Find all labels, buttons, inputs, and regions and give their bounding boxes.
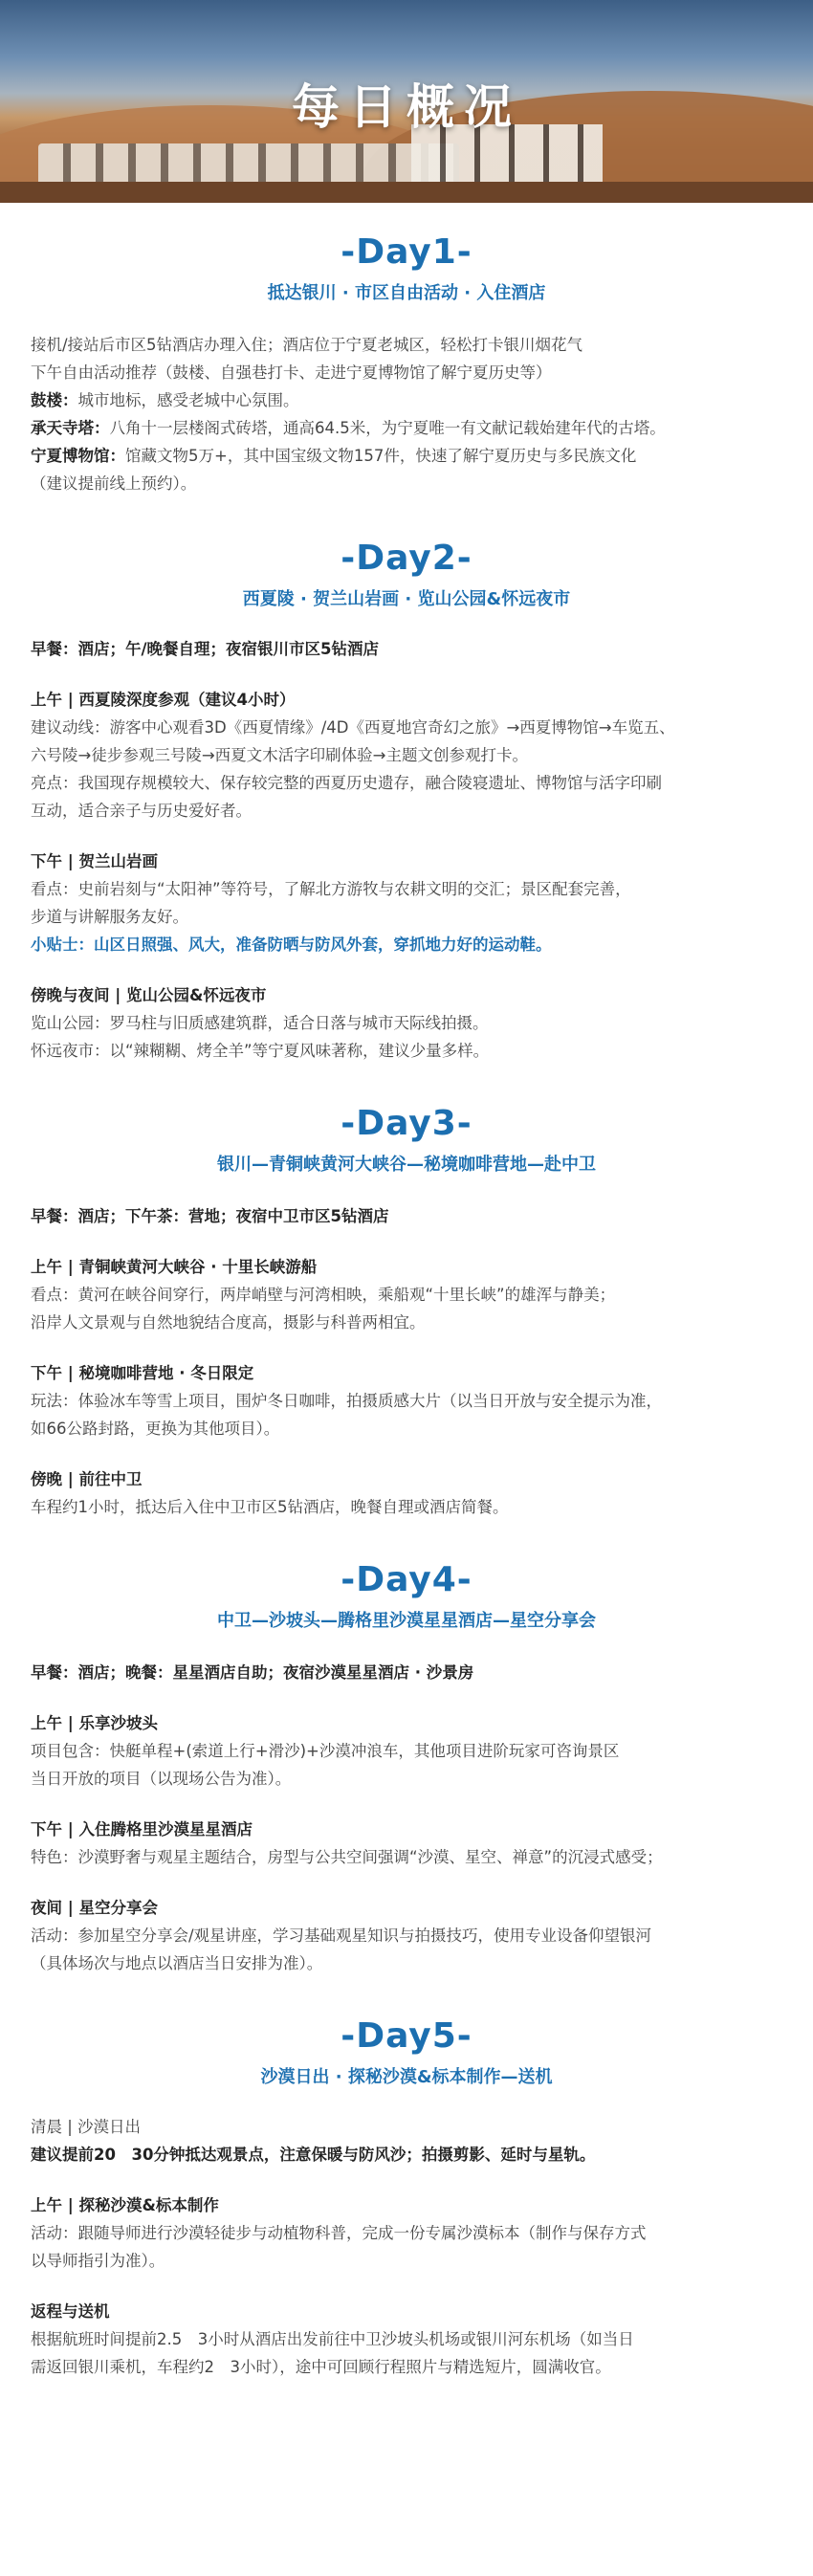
day4-header — [0, 1559, 813, 1636]
day3-content — [0, 1202, 813, 1521]
day-route: 银川—青铜峡黄河大峡谷—秘境咖啡营地—赴中卫 — [217, 1155, 596, 1175]
text-line: （建议提前线上预约）。 — [31, 474, 197, 493]
text-line: 当日开放的项目（以现场公告为准）。 — [31, 1770, 292, 1788]
page-title: 每日概况 — [292, 79, 521, 135]
text-line: 接机/接站后市区5钻酒店办理入住；酒店位于宁夏老城区，轻松打卡银川烟花气 — [31, 336, 583, 354]
section-title: 清晨 | 沙漠日出 — [31, 2118, 142, 2136]
text-line: 活动：参加星空分享会/观星讲座，学习基础观星知识与拍摄技巧，使用专业设备仰望银河 — [31, 1926, 652, 1945]
text-line: 需返回银川乘机，车程约2 3小时），途中可回顾行程照片与精选短片，圆满收官。 — [31, 2358, 611, 2376]
text-line: 互动，适合亲子与历史爱好者。 — [31, 802, 252, 820]
text: 八角十一层楼阁式砖塔，通高64.5米，为宁夏唯一有文献记载始建年代的古塔。 — [109, 419, 666, 437]
text-line — [31, 414, 782, 442]
day-title: -Day5- — [341, 2016, 472, 2056]
text-line: 建议动线：游客中心观看3D《西夏情缘》/4D《西夏地宫奇幻之旅》→西夏博物馆→车览五、 — [31, 718, 675, 737]
text-line: 下午自由活动推荐（鼓楼、自强巷打卡、走进宁夏博物馆了解宁夏历史等） — [31, 363, 552, 382]
meals-line: 早餐：酒店；下午茶：营地；夜宿中卫市区5钻酒店 — [31, 1207, 389, 1225]
section-title: 傍晚 | 前往中卫 — [31, 1470, 143, 1488]
section-title: 傍晚与夜间 | 览山公园&怀远夜市 — [31, 986, 267, 1004]
ground — [0, 182, 813, 203]
text-line: 根据航班时间提前2.5 3小时从酒店出发前往中卫沙坡头机场或银川河东机场（如当日 — [31, 2330, 634, 2348]
day1-header — [0, 231, 813, 308]
text-line: 建议提前20 30分钟抵达观景点，注意保暖与防风沙；拍摄剪影、延时与星轨。 — [31, 2146, 596, 2164]
day1-content — [0, 331, 813, 497]
text-line: 看点：史前岩刻与“太阳神”等符号，了解北方游牧与农耕文明的交汇；景区配套完善， — [31, 880, 631, 898]
section-title: 返程与送机 — [31, 2302, 110, 2321]
text-line: 特色：沙漠野奢与观星主题结合，房型与公共空间强调“沙漠、星空、禅意”的沉浸式感受； — [31, 1848, 663, 1866]
label: 鼓楼： — [31, 391, 78, 409]
text-line: 以导师指引为准）。 — [31, 2252, 165, 2270]
label: 承天寺塔： — [31, 419, 110, 437]
day-route: 西夏陵 · 贺兰山岩画 · 览山公园&怀远夜市 — [242, 589, 571, 609]
text-line: 如66公路封路，更换为其他项目）。 — [31, 1420, 280, 1438]
text: 馆藏文物5万+，其中国宝级文物157件，快速了解宁夏历史与多民族文化 — [125, 447, 637, 465]
text-line: 六号陵→徒步参观三号陵→西夏文木活字印刷体验→主题文创参观打卡。 — [31, 746, 528, 764]
tip-line: 小贴士：山区日照强、风大，准备防晒与防风外套，穿抓地力好的运动鞋。 — [31, 936, 552, 954]
day4-content — [0, 1659, 813, 1977]
text-line: 车程约1小时，抵达后入住中卫市区5钻酒店，晚餐自理或酒店简餐。 — [31, 1498, 509, 1516]
text: 城市地标，感受老城中心氛围。 — [77, 391, 299, 409]
label: 宁夏博物馆： — [31, 447, 125, 465]
section-title: 下午 | 贺兰山岩画 — [31, 852, 159, 870]
day-route: 抵达银川 · 市区自由活动 · 入住酒店 — [267, 283, 546, 303]
text-line: 步道与讲解服务友好。 — [31, 908, 188, 926]
text-line: 亮点：我国现存规模较大、保存较完整的西夏历史遗存，融合陵寝遗址、博物馆与活字印刷 — [31, 774, 662, 792]
day3-header — [0, 1103, 813, 1179]
section-title: 上午 | 西夏陵深度参观（建议4小时） — [31, 691, 296, 709]
meals-line: 早餐：酒店；午/晚餐自理；夜宿银川市区5钻酒店 — [31, 640, 380, 658]
day-title: -Day2- — [341, 539, 472, 578]
day2-header — [0, 538, 813, 614]
text-line — [31, 442, 782, 470]
section-title: 上午 | 探秘沙漠&标本制作 — [31, 2196, 219, 2214]
day2-content — [0, 635, 813, 1065]
day5-content — [0, 2113, 813, 2381]
text-line: （具体场次与地点以酒店当日安排为准）。 — [31, 1954, 323, 1972]
text-line: 项目包含：快艇单程+(索道上行+滑沙)+沙漠冲浪车，其他项目进阶玩家可咨询景区 — [31, 1742, 620, 1760]
text-line: 怀远夜市：以“辣糊糊、烤全羊”等宁夏风味著称，建议少量多样。 — [31, 1042, 490, 1060]
text-line: 览山公园：罗马柱与旧质感建筑群，适合日落与城市天际线拍摄。 — [31, 1014, 489, 1032]
day-title: -Day4- — [341, 1560, 472, 1599]
section-title: 上午 | 乐享沙坡头 — [31, 1714, 159, 1732]
text-line: 看点：黄河在峡谷间穿行，两岸峭壁与河湾相映，乘船观“十里长峡”的雄浑与静美； — [31, 1286, 616, 1304]
section-title: 下午 | 入住腾格里沙漠星星酒店 — [31, 1820, 253, 1838]
day-route: 中卫—沙坡头—腾格里沙漠星星酒店—星空分享会 — [217, 1611, 596, 1631]
text-line: 玩法：体验冰车等雪上项目，围炉冬日咖啡，拍摄质感大片（以当日开放与安全提示为准， — [31, 1392, 662, 1410]
section-title: 下午 | 秘境咖啡营地 · 冬日限定 — [31, 1364, 254, 1382]
meals-line: 早餐：酒店；晚餐：星星酒店自助；夜宿沙漠星星酒店 · 沙景房 — [31, 1663, 474, 1682]
text-line — [31, 386, 782, 414]
day-title: -Day3- — [341, 1104, 472, 1143]
section-title: 夜间 | 星空分享会 — [31, 1899, 159, 1917]
text-line: 活动：跟随导师进行沙漠轻徒步与动植物科普，完成一份专属沙漠标本（制作与保存方式 — [31, 2224, 647, 2242]
header-banner — [0, 0, 813, 203]
section-title: 上午 | 青铜峡黄河大峡谷 · 十里长峡游船 — [31, 1258, 318, 1276]
day-title: -Day1- — [341, 232, 472, 272]
day5-header — [0, 2015, 813, 2092]
day-route: 沙漠日出 · 探秘沙漠&标本制作—送机 — [260, 2067, 553, 2087]
text-line: 沿岸人文景观与自然地貌结合度高，摄影与科普两相宜。 — [31, 1313, 426, 1332]
